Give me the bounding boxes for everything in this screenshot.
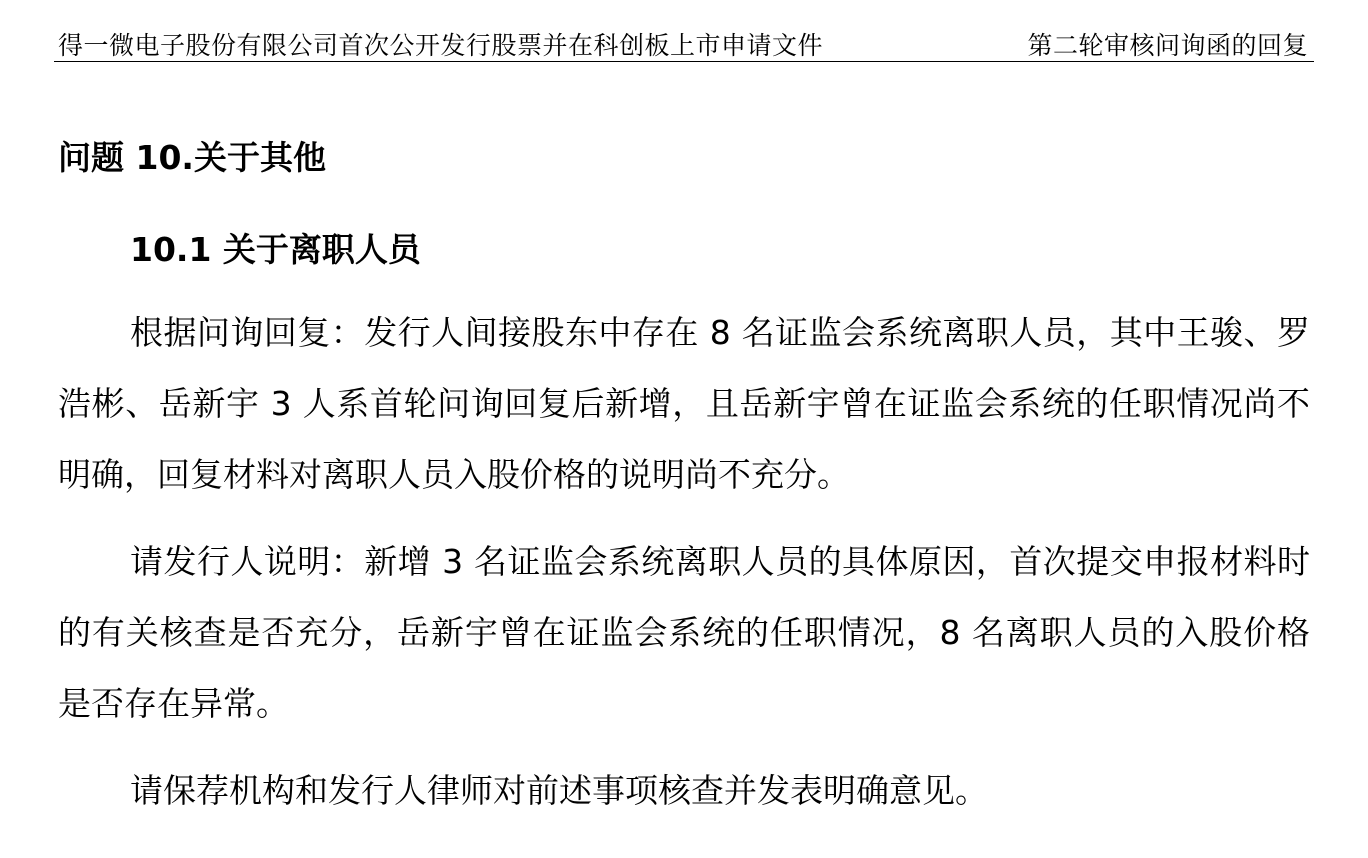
question-title: 问题 10.关于其他 [58,138,326,177]
body-paragraph: 根据问询回复：发行人间接股东中存在 8 名证监会系统离职人员，其中王骏、罗浩彬、岳新宇 3 人系首轮问询回复后新增，且岳新宇曾在证监会系统的任职情况尚不明确，回复材料对离职人员入股价格的说明尚不充分。 [58,313,1310,494]
header-document-title: 得一微电子股份有限公司首次公开发行股票并在科创板上市申请文件 [58,31,824,60]
header-section-title: 第二轮审核问询函的回复 [1027,31,1308,60]
body-paragraph: 请发行人说明：新增 3 名证监会系统离职人员的具体原因，首次提交申报材料时的有关核查是否充分，岳新宇曾在证监会系统的任职情况，8 名离职人员的入股价格是否存在异常。 [58,542,1310,723]
page-header [54,22,1314,62]
body-paragraph: 请保荐机构和发行人律师对前述事项核查并发表明确意见。 [130,771,988,810]
question-subtitle: 10.1 关于离职人员 [130,230,421,269]
